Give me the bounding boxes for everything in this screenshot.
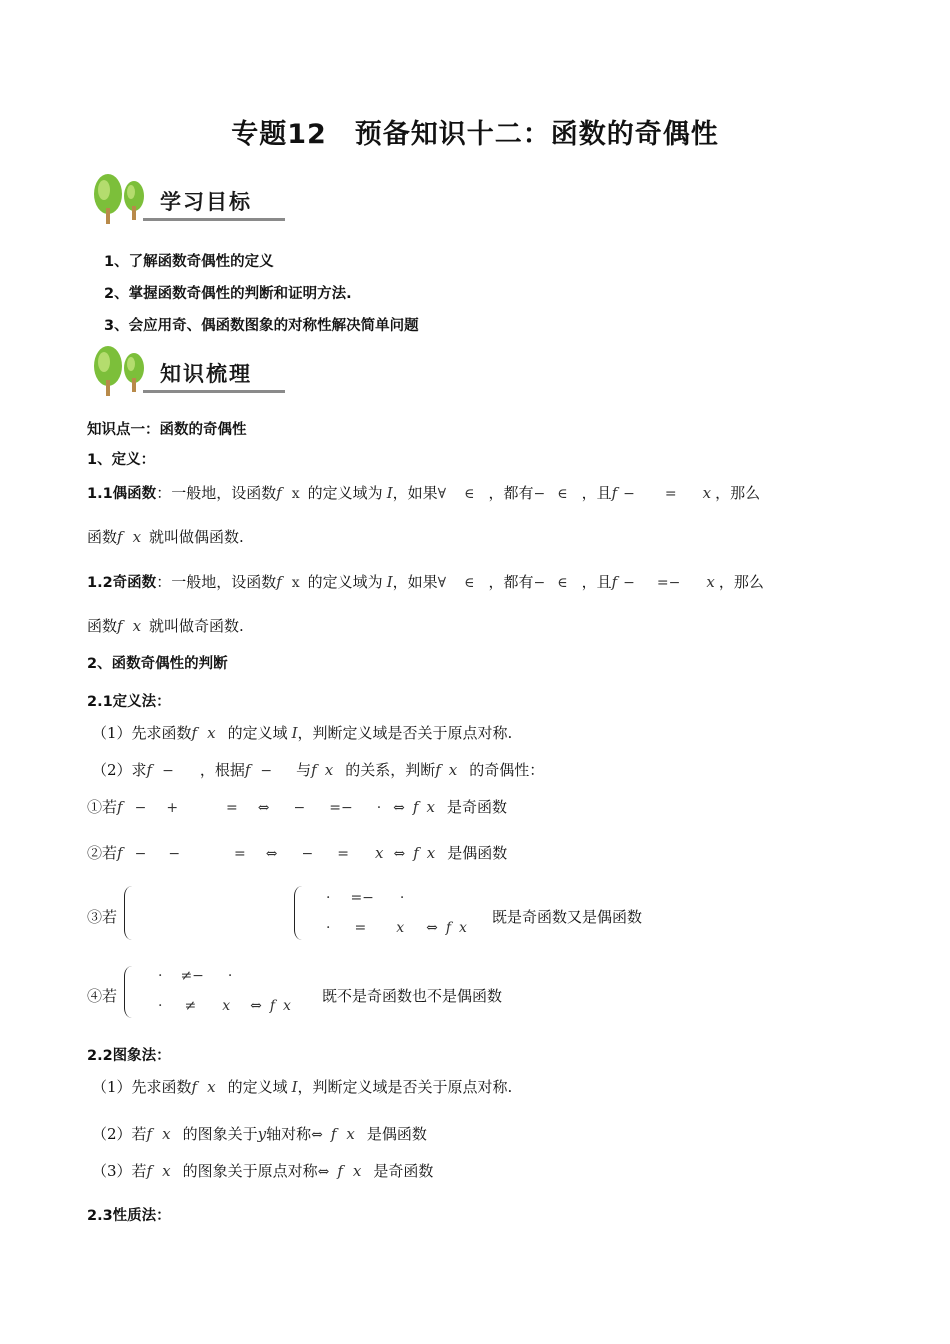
math-f: f <box>146 1162 153 1180</box>
math-minus: − <box>260 763 273 779</box>
math-iff: ⇔ <box>250 998 262 1014</box>
math-neg-eq: =− <box>350 890 374 906</box>
math-eq: = <box>664 486 677 502</box>
math-f: f <box>146 761 153 779</box>
math-x: x <box>207 1078 216 1096</box>
math-minus: − <box>293 800 306 816</box>
math-neg-eq: =− <box>329 800 353 816</box>
banner-rule <box>143 390 285 393</box>
odd-text: ，那么 <box>718 573 764 591</box>
even-label: 1.1偶函数 <box>87 486 157 502</box>
even-text: ，如果 <box>392 484 438 502</box>
math-x: x <box>706 573 715 591</box>
graph-step-3 <box>92 1160 433 1181</box>
case-2 <box>87 842 507 863</box>
step-text: 的关系，判断 <box>345 761 436 779</box>
def-method-step-1 <box>92 722 512 743</box>
math-dot: · <box>158 998 163 1014</box>
case-1 <box>87 796 507 817</box>
math-x: x <box>283 998 291 1014</box>
odd-text: ，都有 <box>488 573 534 591</box>
step-text: 的定义域 <box>227 1078 288 1096</box>
math-x: x <box>162 1162 171 1180</box>
math-f: f <box>412 798 419 816</box>
graph-method-heading: 2.2图象法： <box>87 1048 171 1064</box>
even-text: 的定义域为 <box>307 484 383 502</box>
odd-def-line-1 <box>87 571 764 592</box>
math-f: f <box>269 998 276 1014</box>
math-minus: − <box>533 486 546 502</box>
math-dot: · <box>326 920 331 936</box>
math-f: f <box>330 1125 337 1143</box>
even-text: 函数 <box>87 528 118 546</box>
goals-heading: 学习目标 <box>160 190 252 214</box>
math-eq: = <box>354 920 367 936</box>
math-x: x <box>291 486 300 502</box>
case-result: 是奇函数 <box>446 798 507 816</box>
math-minus: − <box>162 763 174 779</box>
odd-text: 的定义域为 <box>307 573 383 591</box>
judgement-heading: 2、函数奇偶性的判断 <box>87 656 228 672</box>
math-x: x <box>132 617 142 635</box>
case-4-label: ④若 <box>87 987 118 1005</box>
math-eq: = <box>337 846 349 862</box>
math-dot: · <box>158 968 163 984</box>
math-x: x <box>426 798 435 816</box>
math-dot: · <box>326 890 331 906</box>
case-3-result: 既是奇函数又是偶函数 <box>492 908 643 926</box>
math-x: x <box>207 724 216 742</box>
math-iff: ⇔ <box>317 1164 330 1180</box>
case-result: 是偶函数 <box>447 844 508 862</box>
graph-step-2 <box>92 1123 427 1144</box>
math-f: f <box>413 844 419 862</box>
math-I: I <box>386 484 393 502</box>
math-in: ∈ <box>464 486 475 502</box>
even-text: ，那么 <box>715 484 761 502</box>
odd-def-line-2 <box>87 615 244 636</box>
step-text: 轴对称 <box>266 1125 312 1143</box>
property-method-heading: 2.3性质法： <box>87 1208 171 1224</box>
math-f: f <box>146 1125 153 1143</box>
math-x: x <box>396 920 405 936</box>
even-text: ，都有 <box>488 484 534 502</box>
step-text: （2）若 <box>92 1125 147 1143</box>
step-text: 的图象关于原点对称 <box>182 1162 318 1180</box>
math-neg-eq: =− <box>656 575 681 591</box>
math-neq-neg: ≠− <box>180 968 204 984</box>
step-text: 的奇偶性： <box>469 761 545 779</box>
case-3-row-1 <box>326 890 404 906</box>
math-iff: ⇔ <box>393 800 405 816</box>
math-x: x <box>222 998 231 1014</box>
step-text: 是偶函数 <box>366 1125 427 1143</box>
step-text: （1）先求函数 <box>92 1078 192 1096</box>
math-in: ∈ <box>464 575 475 591</box>
case-4-result: 既不是奇函数也不是偶函数 <box>322 987 503 1005</box>
odd-text: ，且 <box>581 573 612 591</box>
math-x: x <box>291 575 300 591</box>
step-text: （3）若 <box>92 1162 147 1180</box>
knowledge-point-heading: 知识点一：函数的奇偶性 <box>87 422 247 438</box>
review-heading: 知识梳理 <box>160 362 252 386</box>
math-f: f <box>191 724 198 742</box>
even-def-line-1 <box>87 482 760 503</box>
odd-text: ：一般地，设函数 <box>156 573 277 591</box>
step-text: （1）先求函数 <box>92 724 192 742</box>
math-f: f <box>117 844 123 862</box>
math-x: x <box>426 844 436 862</box>
math-f: f <box>244 761 251 779</box>
step-text: ，根据 <box>199 761 245 779</box>
math-iff: ⇔ <box>426 920 438 936</box>
math-I: I <box>291 724 298 742</box>
def-method-step-2 <box>92 759 544 780</box>
goal-item-1: 1、了解函数奇偶性的定义 <box>104 254 274 270</box>
math-dot: · <box>376 800 382 816</box>
math-f: f <box>117 798 123 816</box>
math-f: f <box>311 761 317 779</box>
step-text: 是奇函数 <box>373 1162 434 1180</box>
math-x: x <box>346 1125 355 1143</box>
math-minus: − <box>533 575 546 591</box>
math-eq: = <box>226 800 238 816</box>
step-text: 的图象关于 <box>182 1125 258 1143</box>
definition-heading: 1、定义： <box>87 452 156 468</box>
math-x: x <box>352 1162 362 1180</box>
math-f: f <box>276 484 282 502</box>
math-dot: · <box>399 890 405 906</box>
math-plus: + <box>166 800 179 816</box>
math-iff: ⇔ <box>265 846 278 862</box>
case-4-row-1 <box>158 968 232 984</box>
odd-text: ，如果 <box>392 573 438 591</box>
math-minus: − <box>623 486 635 502</box>
math-x: x <box>324 761 334 779</box>
page-title: 专题12 预备知识十二：函数的奇偶性 <box>231 119 719 150</box>
math-minus: − <box>134 846 147 862</box>
math-neq: ≠ <box>184 998 197 1014</box>
math-f: f <box>445 920 452 936</box>
math-x: x <box>162 1125 171 1143</box>
even-text: ：一般地，设函数 <box>156 484 277 502</box>
math-f: f <box>435 761 441 779</box>
math-f: f <box>611 484 618 502</box>
math-f: f <box>276 573 282 591</box>
step-text: 的定义域 <box>227 724 288 742</box>
math-x: x <box>374 844 384 862</box>
math-minus: − <box>623 575 635 591</box>
case-label: ①若 <box>87 798 118 816</box>
even-def-line-2 <box>87 526 244 547</box>
math-iff: ⇔ <box>257 800 270 816</box>
math-f: f <box>117 528 123 546</box>
case-4-row-2 <box>158 998 291 1014</box>
even-text: ，且 <box>581 484 612 502</box>
math-forall: ∀ <box>437 486 447 502</box>
math-f: f <box>337 1162 343 1180</box>
math-f: f <box>191 1078 198 1096</box>
step-text: ，判断定义域是否关于原点对称. <box>297 724 513 742</box>
banner-rule <box>143 218 285 221</box>
case-3-row-2 <box>326 920 467 936</box>
goal-item-3: 3、会应用奇、偶函数图象的对称性解决简单问题 <box>104 318 419 334</box>
math-iff: ⇔ <box>393 846 406 862</box>
odd-label: 1.2奇函数 <box>87 575 157 591</box>
step-text: （2）求 <box>92 761 147 779</box>
goals-banner <box>88 172 288 234</box>
case-3-label: ③若 <box>87 908 118 926</box>
step-text: 与 <box>296 761 312 779</box>
definition-method-heading: 2.1定义法： <box>87 694 171 710</box>
math-eq: = <box>234 846 246 862</box>
math-forall: ∀ <box>437 575 447 591</box>
math-in: ∈ <box>557 486 568 502</box>
case-3-inner-brace <box>294 886 303 940</box>
graph-step-1 <box>92 1076 512 1097</box>
math-y: y <box>257 1125 267 1143</box>
goal-item-2: 2、掌握函数奇偶性的判断和证明方法. <box>104 286 352 302</box>
math-x: x <box>448 761 458 779</box>
step-text: ，判断定义域是否关于原点对称. <box>297 1078 513 1096</box>
case-3-brace <box>124 886 133 940</box>
math-x: x <box>459 920 467 936</box>
review-banner <box>88 344 288 406</box>
math-f: f <box>611 573 618 591</box>
odd-text: 函数 <box>87 617 118 635</box>
case-4-brace <box>124 966 133 1018</box>
math-minus: − <box>301 846 314 862</box>
math-dot: · <box>227 968 233 984</box>
math-x: x <box>702 484 712 502</box>
math-minus: − <box>134 800 147 816</box>
math-in: ∈ <box>557 575 568 591</box>
math-I: I <box>291 1078 298 1096</box>
even-text: 就叫做偶函数. <box>149 528 244 546</box>
case-label: ②若 <box>87 844 118 862</box>
math-f: f <box>117 617 123 635</box>
odd-text: 就叫做奇函数. <box>149 617 244 635</box>
math-minus: − <box>168 846 181 862</box>
math-iff: ⇔ <box>311 1127 323 1143</box>
math-x: x <box>132 528 142 546</box>
math-I: I <box>386 573 393 591</box>
